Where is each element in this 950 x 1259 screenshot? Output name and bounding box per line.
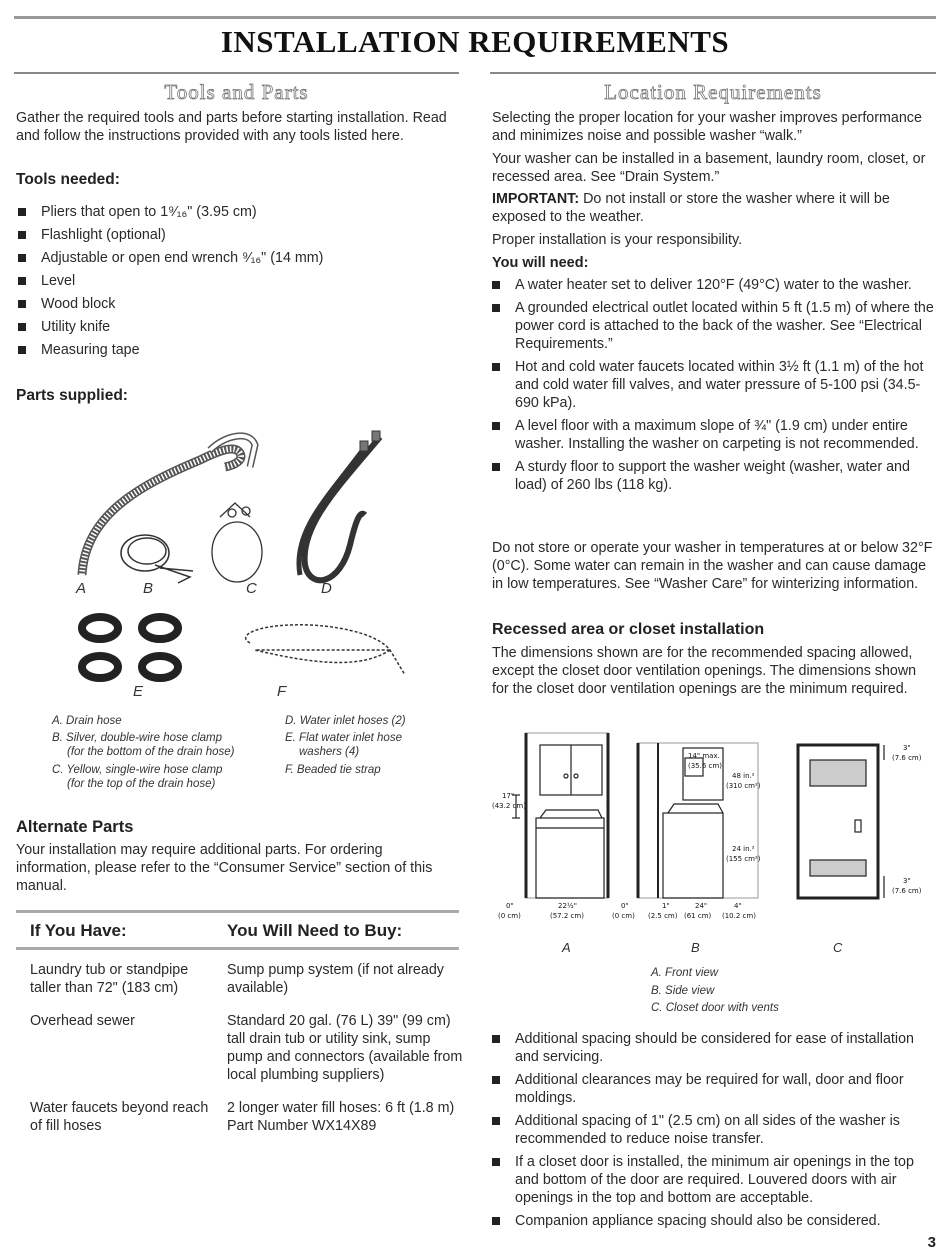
- dim-side-24sq: 24 in.²: [732, 845, 755, 853]
- table-top-rule: [16, 910, 459, 913]
- list-item: Additional clearances may be required for wall, door and floor moldings.: [492, 1071, 936, 1107]
- bullet-icon: [492, 1076, 500, 1084]
- table-cell-have-1: Laundry tub or standpipe taller than 72" (183 cm): [30, 962, 189, 996]
- dim-front-0b: 0": [621, 902, 629, 910]
- diagram-caption-b: B. Side view: [651, 985, 715, 997]
- alternate-parts-heading: Alternate Parts: [16, 818, 134, 836]
- dim-side-24: 24": [695, 902, 708, 910]
- caption-b: B. Silver, double-wire hose clamp: [52, 732, 223, 744]
- list-item: A level floor with a maximum slope of ¾" (1.9 cm) under entire washer. Installing the washer on carpeting is not recommended.: [492, 417, 938, 453]
- dim-front-0a: 0": [506, 902, 514, 910]
- table-header-rule: [16, 947, 459, 950]
- important-note: [492, 190, 932, 226]
- hose-washers-icon: [82, 617, 178, 678]
- dim-front-0a-cm: (0 cm): [498, 912, 521, 920]
- tools-needed-heading: Tools needed:: [16, 171, 120, 188]
- list-item: Level: [18, 272, 448, 290]
- bullet-icon: [18, 300, 26, 308]
- list-item: Measuring tape: [18, 341, 448, 359]
- important-label: IMPORTANT:: [492, 191, 580, 207]
- list-item: Adjustable or open end wrench ⁹⁄₁₆" (14 mm): [18, 249, 448, 267]
- table-cell-buy-1: Sump pump system (if not already available): [227, 962, 444, 996]
- list-item: Flashlight (optional): [18, 226, 448, 244]
- location-p2: Your washer can be installed in a basement, laundry room, closet, or recessed area. See “Drain System.”: [492, 151, 926, 185]
- bullet-icon: [492, 422, 500, 430]
- dim-door-3b: 3": [903, 877, 911, 885]
- part-letter-c: C: [246, 580, 257, 597]
- bullet-icon: [492, 1035, 500, 1043]
- temperature-warning: Do not store or operate your washer in temperatures at or below 32°F (0°C). Some water can remain in the washer and can cause damage in low temperatures. See “Washer Care” for winterizing information.: [492, 540, 933, 592]
- dim-door-3a-cm: (7.6 cm): [892, 754, 922, 762]
- dim-side-4: 4": [734, 902, 742, 910]
- dim-door-3b-cm: (7.6 cm): [892, 887, 922, 895]
- bullet-icon: [492, 304, 500, 312]
- location-requirements-heading: Location Requirements: [604, 80, 822, 104]
- bullet-icon: [492, 1117, 500, 1125]
- parts-illustration: [60, 425, 420, 715]
- diagram-caption-a: A. Front view: [651, 967, 719, 979]
- bullet-icon: [492, 1158, 500, 1166]
- caption-e-note: washers (4): [299, 746, 360, 758]
- dim-side-14: 14" max.: [688, 752, 720, 760]
- list-item: A water heater set to deliver 120°F (49°C) water to the washer.: [492, 276, 938, 294]
- bullet-icon: [18, 323, 26, 331]
- table-header-buy: You Will Need to Buy:: [227, 921, 403, 940]
- recessed-heading: Recessed area or closet installation: [492, 621, 765, 638]
- list-item: Hot and cold water faucets located within 3½ ft (1.1 m) of the hot and cold water fill valves, and water pressure of 5-100 psi (34.5-690 kPa).: [492, 358, 938, 412]
- list-item: If a closet door is installed, the minimum air openings in the top and bottom of the door are required. Louvered doors with air openings in the top and bottom are acceptable.: [492, 1153, 936, 1207]
- caption-a: A. Drain hose: [52, 715, 122, 727]
- dim-side-14-cm: (35.6 cm): [688, 762, 722, 770]
- dim-front-0b-cm: (0 cm): [612, 912, 635, 920]
- important-text: Do not install or store the washer where it will be exposed to the weather.: [492, 191, 890, 225]
- dim-side-48-cm: (310 cm²): [726, 782, 761, 790]
- list-item: Additional spacing of 1" (2.5 cm) on all sides of the washer is recommended to reduce noise transfer.: [492, 1112, 936, 1148]
- bullet-icon: [492, 281, 500, 289]
- caption-d: D. Water inlet hoses (2): [285, 715, 406, 727]
- table-header-have: If You Have:: [30, 921, 127, 940]
- dim-front-22: 22½": [558, 902, 577, 910]
- location-p3: Proper installation is your responsibility.: [492, 232, 743, 248]
- left-header-rule: [14, 72, 459, 74]
- single-wire-clamp-icon: [212, 503, 262, 582]
- inlet-hoses-icon: [299, 431, 380, 580]
- dim-door-3a: 3": [903, 744, 911, 752]
- dim-side-4-cm: (10.2 cm): [722, 912, 756, 920]
- beaded-tie-strap-icon: [246, 625, 405, 675]
- bullet-icon: [18, 254, 26, 262]
- right-header-rule: [490, 72, 936, 74]
- tools-intro: Gather the required tools and parts before starting installation. Read and follow the instructions provided with any tools listed here.: [16, 110, 447, 144]
- location-p1: Selecting the proper location for your washer improves performance and minimizes noise and possible washer “walk.”: [492, 110, 922, 144]
- table-cell-buy-2: Standard 20 gal. (76 L) 39" (99 cm) tall drain tub or utility sink, sump pump and connectors (available from local plumbing suppliers): [227, 1013, 463, 1083]
- dim-front-22-cm: (57.2 cm): [550, 912, 584, 920]
- page-title: INSTALLATION REQUIREMENTS: [220, 24, 730, 59]
- dim-front-17: 17": [502, 792, 515, 800]
- diagram-letter-b: B: [691, 940, 700, 955]
- parts-supplied-heading: Parts supplied:: [16, 387, 128, 404]
- part-letter-f: F: [277, 683, 287, 700]
- bullet-icon: [492, 463, 500, 471]
- caption-c-note: (for the top of the drain hose): [67, 778, 216, 790]
- list-item: Additional spacing should be considered for ease of installation and servicing.: [492, 1030, 936, 1066]
- part-letter-d: D: [321, 580, 332, 597]
- spacing-diagram: [488, 728, 940, 928]
- front-view-diagram: [512, 733, 608, 898]
- recessed-text: The dimensions shown are for the recommended spacing allowed, except the closet door ventilation openings. The dimensions shown for the closet door ventilation openings are the minimum required.: [492, 645, 917, 697]
- closet-door-diagram: [798, 745, 884, 898]
- you-will-need-heading: You will need:: [492, 255, 589, 271]
- part-letter-e: E: [133, 683, 144, 700]
- dim-side-48: 48 in.²: [732, 772, 755, 780]
- needs-list: [492, 276, 938, 499]
- dim-side-1: 1": [662, 902, 670, 910]
- list-item: A grounded electrical outlet located within 5 ft (1.5 m) of where the power cord is attached to the back of the washer. See “Electrical Requirements.”: [492, 299, 938, 353]
- dim-side-24sq-cm: (155 cm²): [726, 855, 761, 863]
- diagram-letter-c: C: [833, 940, 843, 955]
- part-letter-b: B: [143, 580, 154, 597]
- caption-b-note: (for the bottom of the drain hose): [67, 746, 235, 758]
- part-letter-a: A: [76, 580, 87, 597]
- notes-list: [492, 1030, 936, 1235]
- dim-front-17-cm: (43.2 cm): [492, 802, 526, 810]
- page-number: 3: [927, 1234, 936, 1251]
- bullet-icon: [18, 208, 26, 216]
- diagram-caption-c: C. Closet door with vents: [651, 1002, 779, 1014]
- bullet-icon: [492, 363, 500, 371]
- top-rule: [14, 16, 936, 19]
- list-item: Utility knife: [18, 318, 448, 336]
- list-item: Pliers that open to 1⁹⁄₁₆" (3.95 cm): [18, 203, 448, 221]
- tools-list: [18, 203, 448, 364]
- table-cell-have-2: Overhead sewer: [30, 1013, 135, 1029]
- list-item: Wood block: [18, 295, 448, 313]
- caption-c: C. Yellow, single-wire hose clamp: [52, 764, 223, 776]
- caption-f: F. Beaded tie strap: [285, 764, 381, 776]
- caption-e: E. Flat water inlet hose: [285, 732, 402, 744]
- bullet-icon: [18, 277, 26, 285]
- tools-parts-heading: Tools and Parts: [164, 80, 309, 104]
- bullet-icon: [18, 346, 26, 354]
- diagram-letter-a: A: [562, 940, 571, 955]
- table-cell-buy-3: 2 longer water fill hoses: 6 ft (1.8 m) Part Number WX14X89: [227, 1100, 455, 1134]
- double-wire-clamp-icon: [121, 535, 193, 583]
- list-item: A sturdy floor to support the washer weight (washer, water and load) of 260 lbs (118 kg).: [492, 458, 938, 494]
- list-item: Companion appliance spacing should also be considered.: [492, 1212, 936, 1230]
- alternate-parts-text: Your installation may require additional parts. For ordering information, please refer to the “Consumer Service” section of this manual.: [16, 842, 433, 894]
- table-cell-have-3: Water faucets beyond reach of fill hoses: [30, 1100, 209, 1134]
- bullet-icon: [18, 231, 26, 239]
- dim-side-1-cm: (2.5 cm): [648, 912, 678, 920]
- bullet-icon: [492, 1217, 500, 1225]
- dim-side-24-cm: (61 cm): [684, 912, 712, 920]
